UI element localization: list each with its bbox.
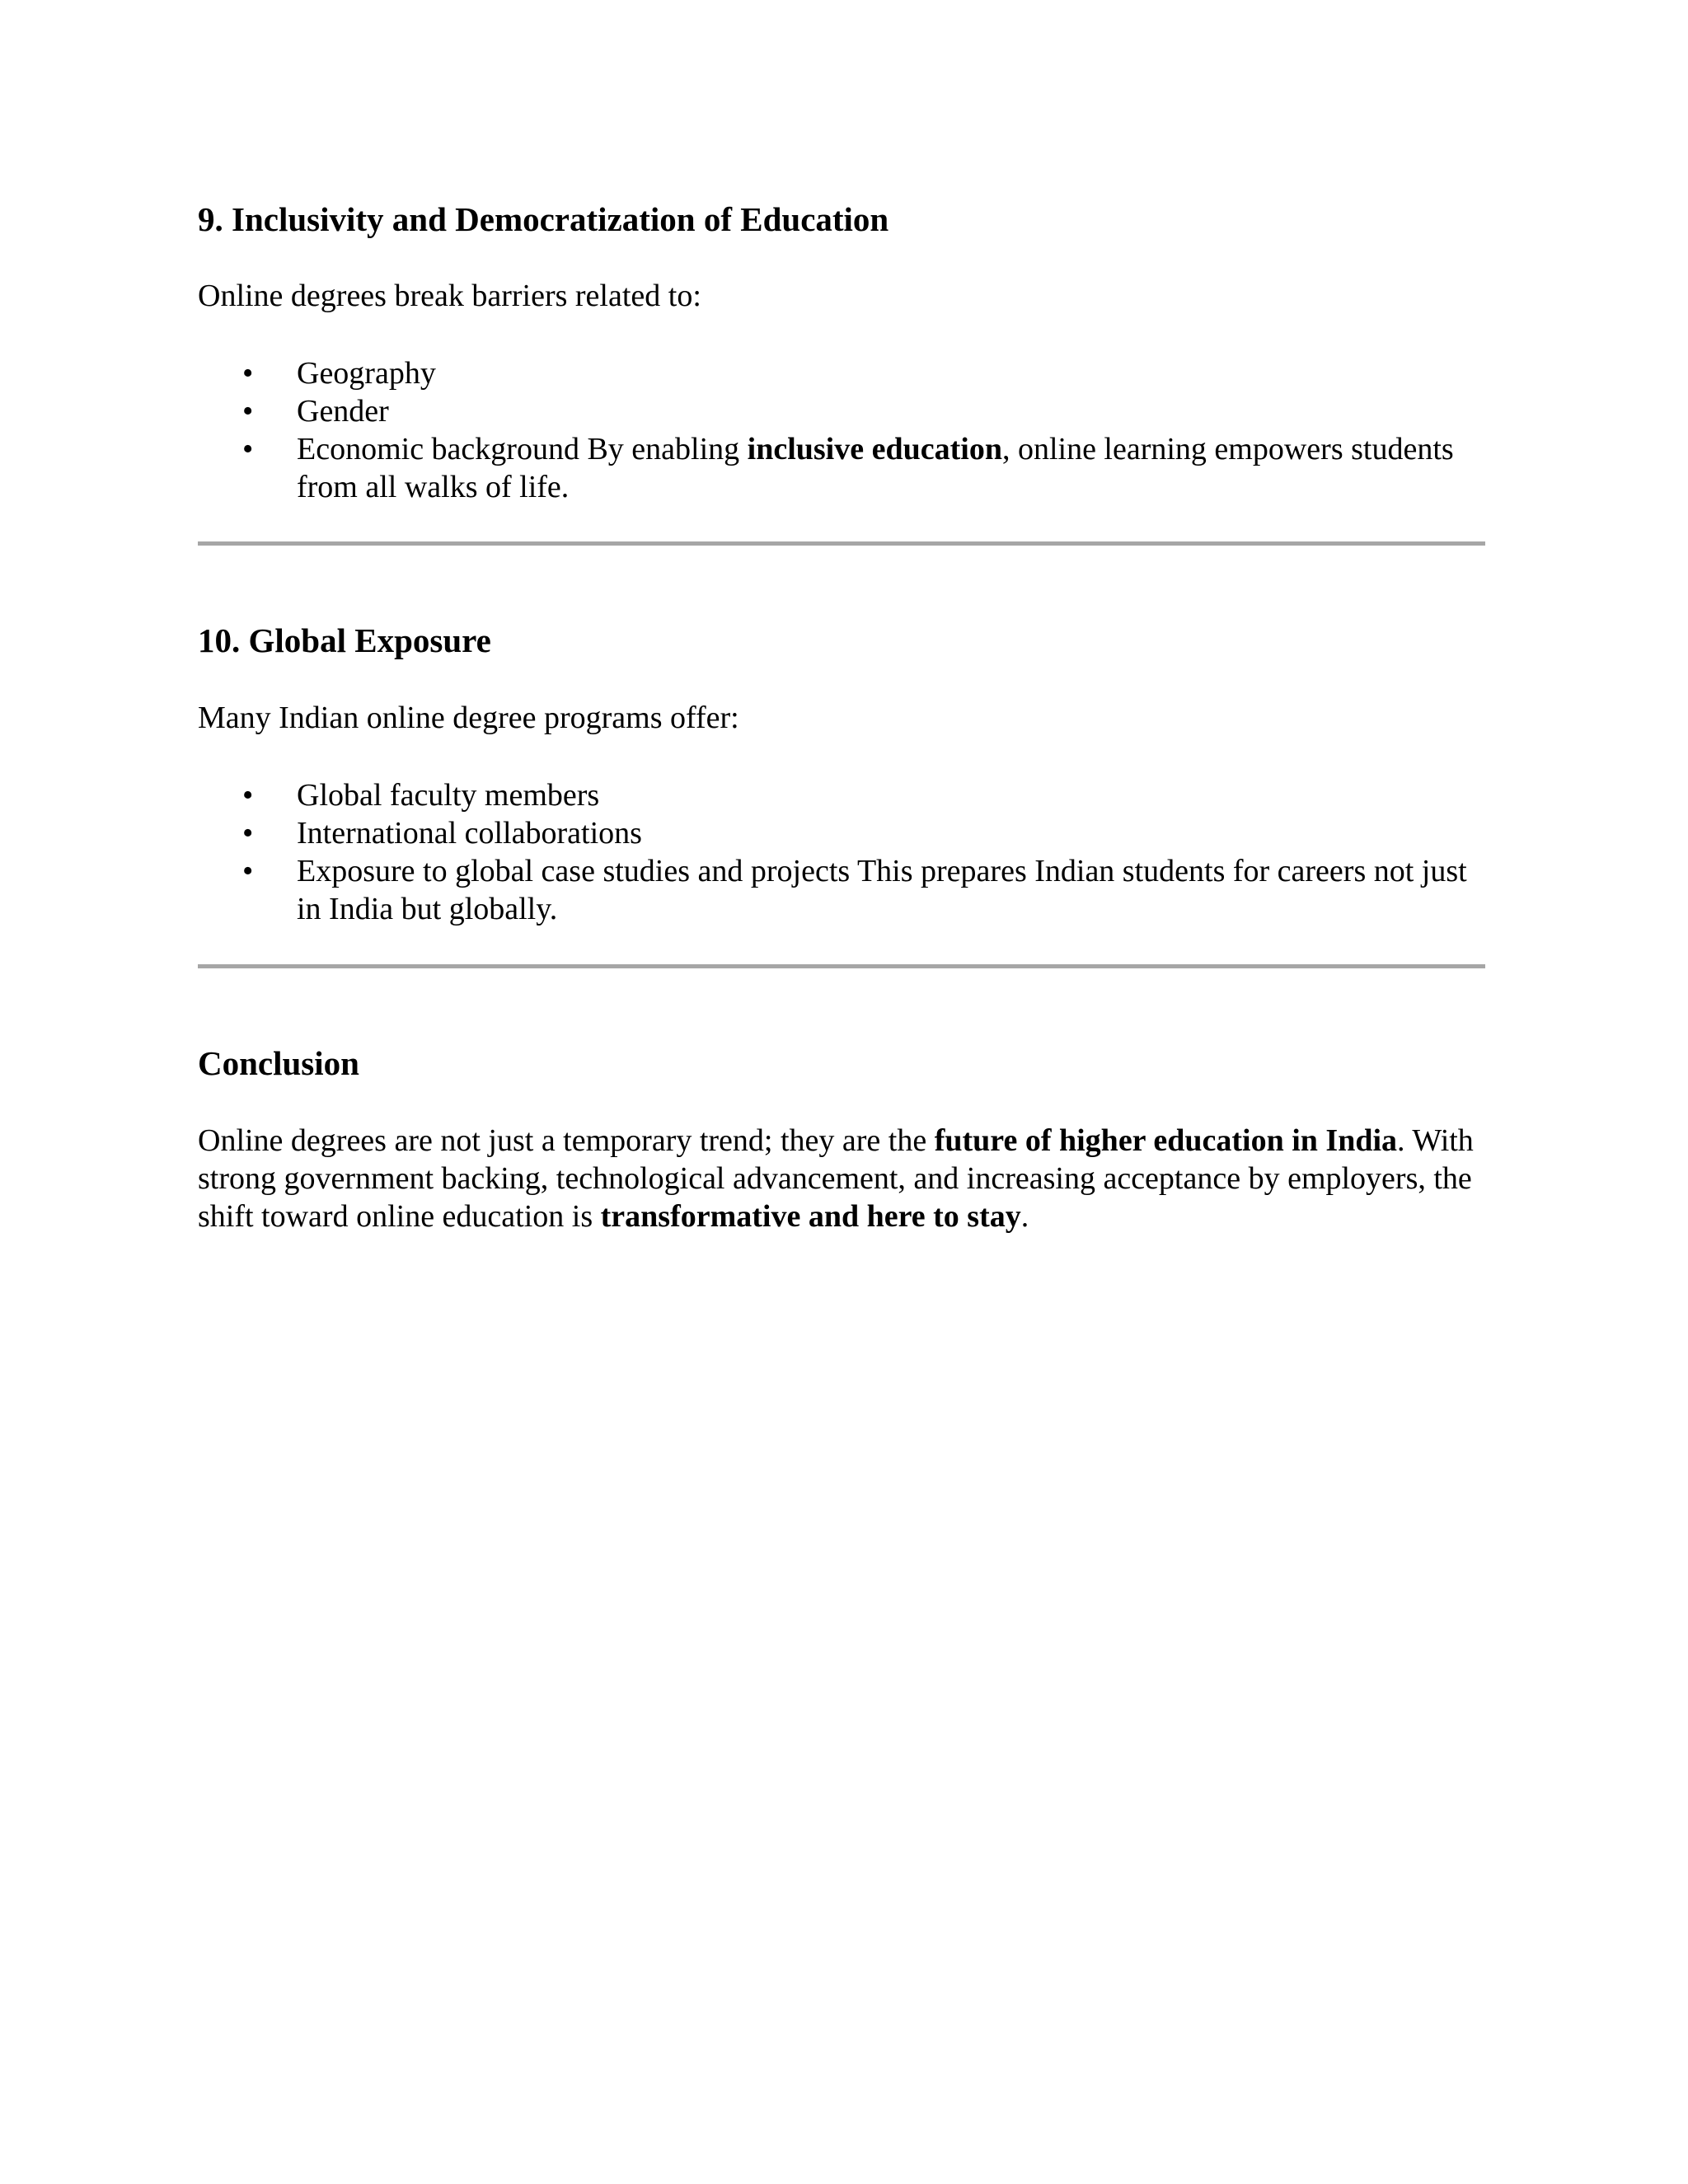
list-item [198,354,1485,392]
list-item-text: International collaborations [297,816,642,851]
list-item [198,776,1485,814]
bold-phrase: future of higher education in India [934,1123,1398,1158]
text-run: Economic background By enabling [297,432,748,466]
bold-phrase: transformative and here to stay [600,1199,1021,1234]
list-item-text: Exposure to global case studies and projects This prepares Indian students for careers not just in India but globally. [297,854,1467,926]
conclusion-heading: Conclusion [198,1044,359,1082]
section-9-heading: 9. Inclusivity and Democratization of Education [198,200,889,238]
bullet-icon: • [242,394,254,429]
list-item-text [297,432,1454,504]
list-item [198,430,1485,506]
section-10-list [198,776,1485,928]
list-item-text: Gender [297,394,389,429]
bullet-icon: • [242,356,254,391]
text-run: . [1020,1199,1029,1234]
list-item-text: Global faculty members [297,778,600,813]
conclusion-paragraph [198,1122,1485,1235]
list-item [198,392,1485,430]
text-run: . With strong government backing, technological advancement, and increasing acceptance by employers, the shift toward online education is [198,1123,1474,1234]
section-10-heading: 10. Global Exposure [198,621,491,659]
bold-phrase: inclusive education [747,432,1002,466]
section-divider [198,964,1485,968]
bullet-icon: • [242,854,254,888]
bullet-icon: • [242,432,254,466]
text-run: , online learning empowers students from all walks of life. [297,432,1454,504]
text-run: Online degrees are not just a temporary trend; they are the [198,1123,935,1158]
list-item [198,814,1485,852]
section-9-list [198,354,1485,506]
section-9-intro: Online degrees break barriers related to: [198,279,701,313]
list-item [198,852,1485,928]
section-10-intro: Many Indian online degree programs offer: [198,701,739,735]
bullet-icon: • [242,778,254,813]
bullet-icon: • [242,816,254,851]
list-item-text: Geography [297,356,436,391]
section-divider [198,541,1485,546]
